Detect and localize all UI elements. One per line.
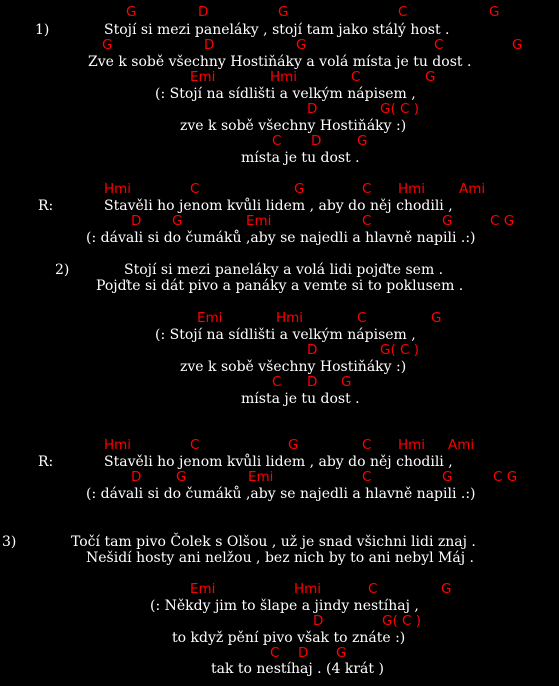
lyric-line: (: dávali si do čumáků ,aby se najedli a hlavně napili .:) [86,230,476,246]
chord: C [357,310,367,326]
chord: Emi [248,469,274,485]
chord: C [362,469,372,485]
chorus-label: R: [38,198,54,214]
lyric-line: Stojí si mezi paneláky , stojí tam jako stálý host . [104,22,450,38]
chord: G [512,37,523,53]
chord: C [272,374,282,390]
lyric-line: (: Stojí na sídlišti a velkým nápisem , [155,86,416,102]
chord: Hmi [276,310,304,326]
chord: G [176,469,187,485]
chord: Ami [459,181,486,197]
lyric-line: místa je tu dost . [241,150,360,166]
lyric-line: místa je tu dost . [241,391,360,407]
verse-number: 3) [2,534,17,550]
chord: G [288,437,299,453]
chord: Hmi [104,181,132,197]
lyric-line: zve k sobě všechny Hostiňáky :) [180,118,407,134]
chord: G [126,4,137,20]
chord: D [131,213,142,229]
chord: G [278,4,289,20]
lyric-line: (: Někdy jim to šlape a jindy nestíhaj , [150,598,419,614]
chord: G( C ) [382,613,422,629]
chord: Hmi [270,69,298,85]
chord: G( C ) [380,101,420,117]
chord: Emi [190,69,216,85]
chord: G [336,645,347,661]
chord: Emi [190,581,216,597]
lyric-line: Točí tam pivo Čolek s Olšou , už je snad všichni lidi znaj . [71,534,476,550]
chord: C [270,645,280,661]
chord: G [442,213,453,229]
chord: C [368,581,378,597]
chord: Ami [448,437,475,453]
chord: G [489,4,500,20]
chord: G [425,69,436,85]
chord: G [102,37,113,53]
chord: D [131,469,142,485]
chord: Hmi [294,581,322,597]
verse-number: 1) [35,22,50,38]
chord: C [362,437,372,453]
lyric-line: Stojí si mezi paneláky a volá lidi pojďte sem . [124,262,444,278]
chord: C [190,181,200,197]
chord: G [341,374,352,390]
lyric-line: Zve k sobě všechny Hostiňáky a volá místa je tu dost . [88,54,472,70]
chord: D [311,133,322,149]
chord: C [190,437,200,453]
chord: C [362,181,372,197]
chord: C [362,213,372,229]
chord: D [204,37,215,53]
chorus-label: R: [38,454,54,470]
lyric-line: Nešidí hosty ani nelžou , bez nich by to ani nebyl Máj . [86,550,474,566]
chord: Hmi [398,437,426,453]
chord: G [431,310,442,326]
chord: G [442,469,453,485]
chord: G [357,133,368,149]
chord: C G [493,469,518,485]
lyric-line: Stavěli ho jenom kvůli lidem , aby do něj chodili , [104,454,453,470]
chord: G [172,213,183,229]
chord: D [307,342,318,358]
chord: C [398,4,408,20]
lyric-line: to když pění pivo však to znáte :) [172,630,406,646]
chord: D [198,4,209,20]
lyric-line: (: Stojí na sídlišti a velkým nápisem , [155,327,416,343]
lyric-line: Pojďte si dát pivo a panáky a vemte si to poklusem . [96,278,464,294]
chord: C [272,133,282,149]
chord: D [307,101,318,117]
lyric-line: zve k sobě všechny Hostiňáky :) [180,359,407,375]
chord: G [441,581,452,597]
chord: Emi [246,213,272,229]
chord: C [351,69,361,85]
chord: G [296,37,307,53]
chord: D [298,645,309,661]
lyric-line: Stavěli ho jenom kvůli lidem , aby do něj chodili , [104,198,453,214]
chord: C [434,37,444,53]
lyric-line: tak to nestíhaj . (4 krát ) [211,661,384,677]
verse-number: 2) [55,262,70,278]
chord: G( C ) [380,342,420,358]
lyric-line: (: dávali si do čumáků ,aby se najedli a hlavně napili .:) [86,486,476,502]
chord: D [313,613,324,629]
chord: Emi [197,310,223,326]
chord: G [294,181,305,197]
chord: D [307,374,318,390]
chord: C G [490,213,515,229]
chord: Hmi [104,437,132,453]
chord: Hmi [398,181,426,197]
